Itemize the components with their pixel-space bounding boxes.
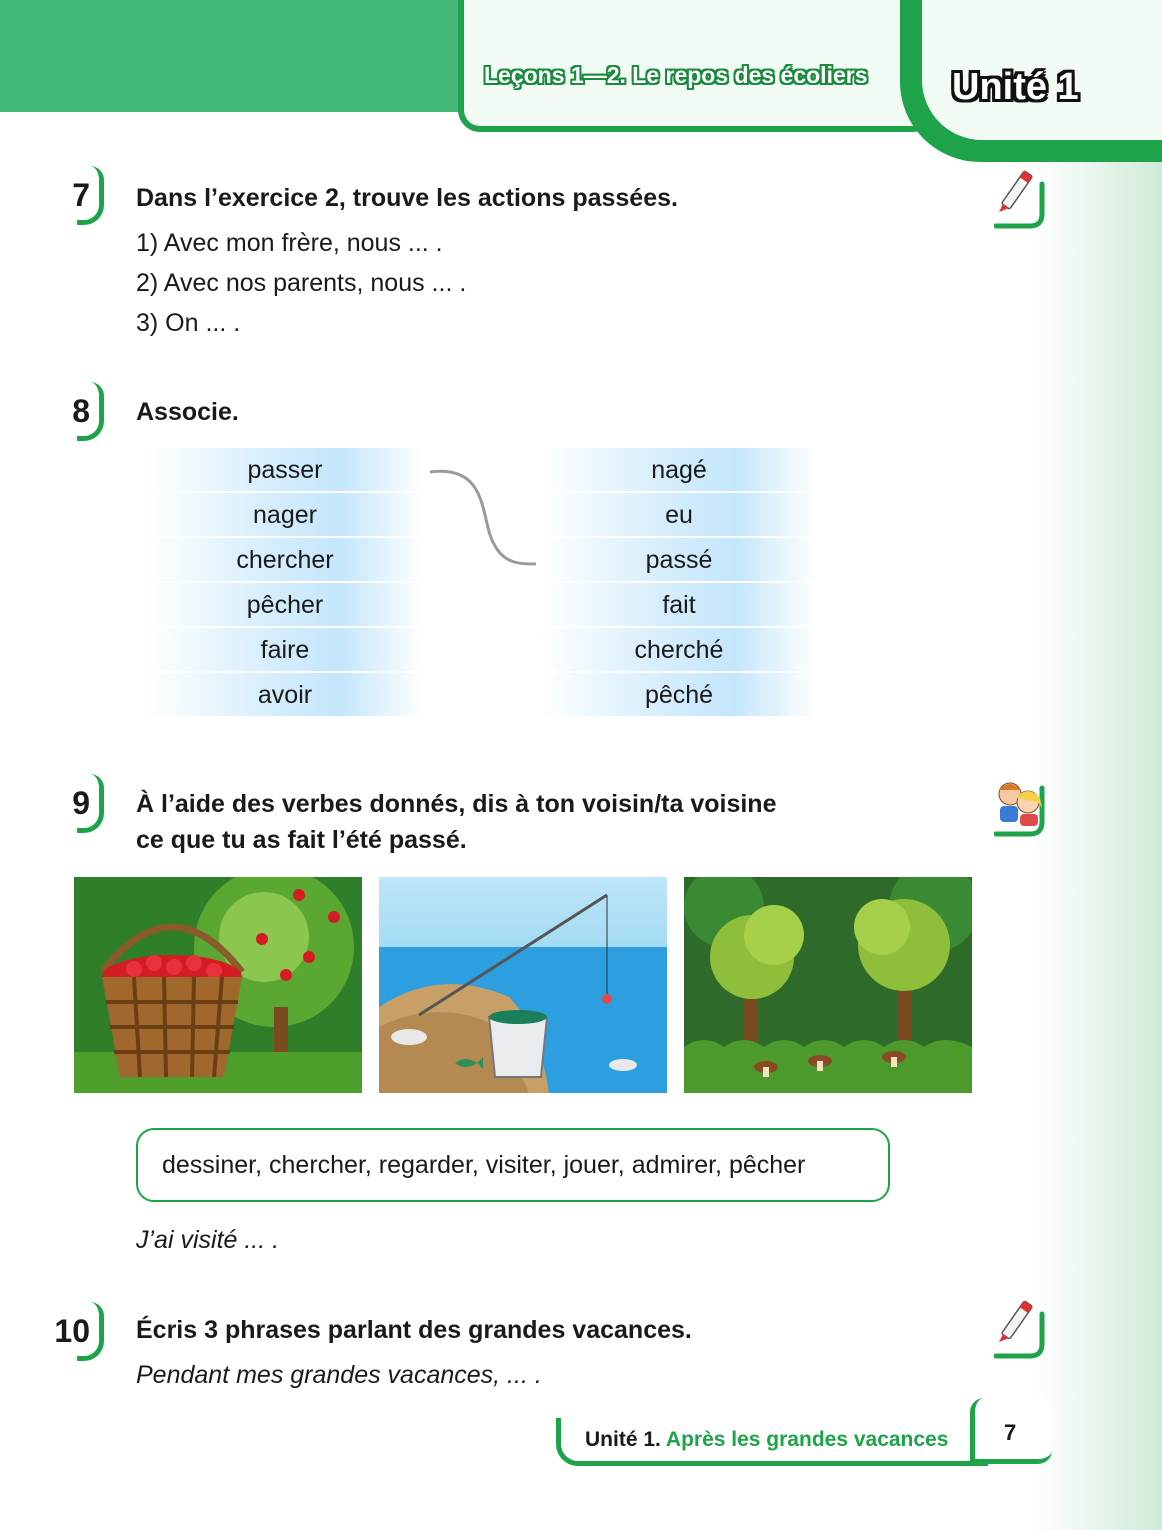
exercise-number-7: 7 bbox=[48, 172, 104, 222]
participle-cell: fait bbox=[540, 583, 818, 628]
fishing-picture bbox=[379, 877, 667, 1093]
participle-cell: passé bbox=[540, 538, 818, 583]
infinitive-cell: faire bbox=[146, 628, 424, 673]
pencil-icon bbox=[994, 168, 1050, 230]
participle-cell: nagé bbox=[540, 448, 818, 493]
exercise-7-title: Dans l’exercice 2, trouve les actions passées. bbox=[136, 184, 678, 212]
page-number: 7 bbox=[1004, 1420, 1017, 1445]
exercise-number-9: 9 bbox=[48, 780, 104, 830]
infinitive-cell: pêcher bbox=[146, 583, 424, 628]
infinitive-cell: passer bbox=[146, 448, 424, 493]
exercise-7-item-2: 2) Avec nos parents, nous ... . bbox=[136, 269, 467, 297]
exercise-9-title-line-2: ce que tu as fait l’été passé. bbox=[136, 826, 467, 854]
participle-cell: pêché bbox=[540, 673, 818, 718]
participle-cell: eu bbox=[540, 493, 818, 538]
header-band bbox=[0, 0, 470, 112]
footer-unit-title: Après les grandes vacances bbox=[665, 1428, 949, 1451]
infinitive-cell: avoir bbox=[146, 673, 424, 718]
connecting-line bbox=[420, 460, 550, 580]
exercise-9-example: J’ai visité ... . bbox=[136, 1226, 280, 1254]
side-decoration bbox=[1032, 0, 1162, 1530]
infinitive-cell: nager bbox=[146, 493, 424, 538]
footer-unit: Unité 1. bbox=[585, 1428, 661, 1451]
exercise-10-title: Écris 3 phrases parlant des grandes vacances. bbox=[136, 1316, 692, 1344]
children-talking-icon bbox=[994, 776, 1050, 838]
participle-cell: cherché bbox=[540, 628, 818, 673]
past-participle-column bbox=[540, 448, 818, 718]
exercise-10-example: Pendant mes grandes vacances, ... . bbox=[136, 1361, 542, 1389]
exercise-8-title: Associe. bbox=[136, 398, 239, 426]
verbs-infinitive-column bbox=[146, 448, 424, 718]
lesson-title: Leçons 1—2. Le repos des écoliers bbox=[484, 62, 868, 88]
unit-title: Unité 1 bbox=[952, 66, 1079, 108]
exercise-number-8: 8 bbox=[48, 388, 104, 438]
verb-list-box: dessiner, chercher, regarder, visiter, jouer, admirer, pêcher bbox=[136, 1128, 890, 1202]
forest-picture bbox=[684, 877, 972, 1093]
infinitive-cell: chercher bbox=[146, 538, 424, 583]
apple-basket-picture bbox=[74, 877, 362, 1093]
exercise-7-item-3: 3) On ... . bbox=[136, 309, 241, 337]
footer-title bbox=[585, 1428, 948, 1452]
exercise-7-item-1: 1) Avec mon frère, nous ... . bbox=[136, 229, 443, 257]
exercise-number-10: 10 bbox=[48, 1308, 104, 1358]
pencil-icon bbox=[994, 1298, 1050, 1360]
exercise-9-title-line-1: À l’aide des verbes donnés, dis à ton voisin/ta voisine bbox=[136, 790, 777, 818]
